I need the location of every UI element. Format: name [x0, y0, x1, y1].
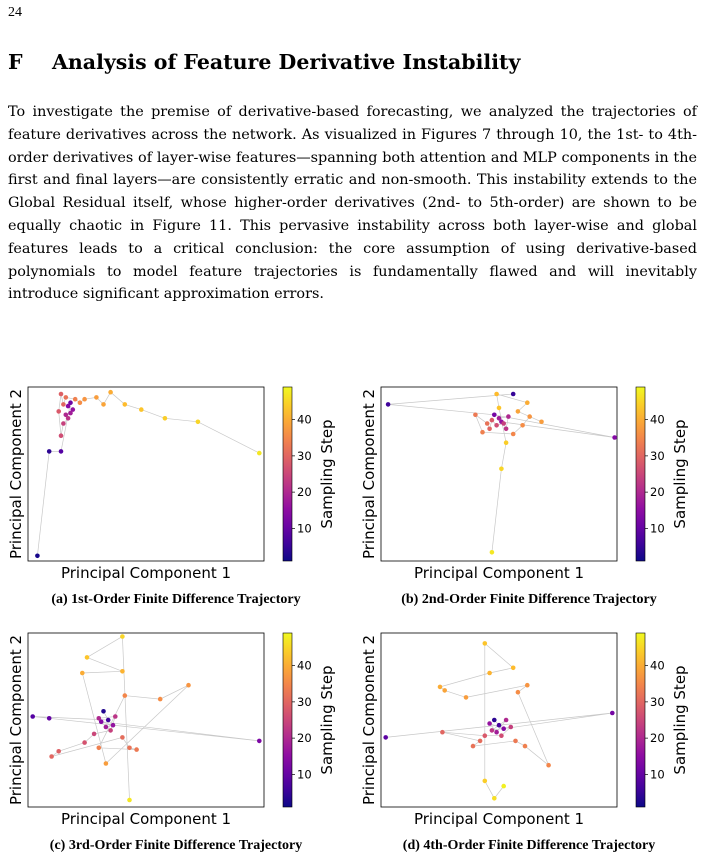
data-point [494, 423, 499, 428]
data-point [163, 416, 168, 421]
data-point [483, 779, 488, 784]
colorbar-tick-label: 40 [297, 412, 312, 427]
y-axis-label: Principal Component 2 [360, 634, 378, 806]
data-point [56, 749, 61, 754]
chart-4th-order [353, 626, 705, 826]
data-point [47, 449, 52, 454]
data-point [523, 744, 528, 749]
data-point [610, 711, 615, 716]
colorbar [283, 633, 292, 807]
x-axis-label: Principal Component 1 [60, 810, 232, 828]
section-letter: F [8, 50, 23, 74]
panel-a [0, 380, 352, 620]
data-point [59, 392, 64, 397]
data-point [497, 416, 502, 421]
data-point [506, 414, 511, 419]
data-point [504, 440, 509, 445]
data-point [485, 421, 490, 426]
section-title-text: Analysis of Feature Derivative Instability [52, 50, 521, 74]
x-axis-label: Principal Component 1 [413, 564, 585, 582]
data-point [516, 690, 521, 695]
data-point [511, 392, 516, 397]
data-point [66, 416, 71, 421]
chart-2nd-order [353, 380, 705, 580]
data-point [487, 671, 492, 676]
panel-c [0, 626, 352, 866]
data-point [123, 402, 128, 407]
data-point [490, 728, 495, 733]
panel-d [353, 626, 705, 866]
data-point [383, 735, 388, 740]
panel-b [353, 380, 705, 620]
data-point [94, 395, 99, 400]
data-point [487, 427, 492, 432]
data-point [539, 420, 544, 425]
y-axis-label: Principal Component 2 [7, 634, 25, 806]
colorbar [283, 387, 292, 561]
colorbar-tick-label: 30 [650, 448, 665, 463]
data-point [59, 449, 64, 454]
data-point [158, 697, 163, 702]
data-point [66, 404, 71, 409]
data-point [497, 723, 502, 728]
data-point [127, 746, 132, 751]
colorbar-tick-label: 20 [650, 731, 665, 746]
colorbar-label: Sampling Step [318, 665, 336, 775]
y-axis-label: Principal Component 2 [360, 388, 378, 560]
colorbar-tick-label: 40 [650, 412, 665, 427]
colorbar-tick-label: 20 [297, 485, 312, 500]
data-point [82, 740, 87, 745]
x-axis-label: Principal Component 1 [413, 810, 585, 828]
colorbar-tick-label: 20 [297, 731, 312, 746]
data-point [501, 784, 506, 789]
data-point [64, 395, 69, 400]
data-point [78, 400, 83, 405]
caption-b: (b) 2nd-Order Finite Difference Trajectory [401, 592, 657, 607]
chart-1st-order [0, 380, 352, 580]
colorbar [636, 387, 645, 561]
chart-3rd-order [0, 626, 352, 826]
data-point [464, 695, 469, 700]
data-point [509, 725, 514, 730]
colorbar-tick-label: 10 [297, 521, 312, 536]
data-point [97, 716, 102, 721]
data-point [525, 683, 530, 688]
data-point [480, 430, 485, 435]
data-point [101, 402, 106, 407]
colorbar-tick-label: 10 [650, 767, 665, 782]
data-point [386, 402, 391, 407]
plot-frame [381, 387, 617, 561]
data-point [49, 754, 54, 759]
data-point [501, 421, 506, 426]
data-point [108, 390, 113, 395]
data-point [501, 726, 506, 731]
data-point [97, 746, 102, 751]
figure-pca-trajectories [0, 380, 705, 862]
data-point [186, 683, 191, 688]
data-point [438, 685, 443, 690]
data-point [504, 718, 509, 723]
data-point [490, 418, 495, 423]
data-point [525, 400, 530, 405]
data-point [513, 739, 518, 744]
section-title [8, 50, 520, 74]
data-point [442, 688, 447, 693]
colorbar-tick-label: 40 [650, 658, 665, 673]
data-point [120, 735, 125, 740]
data-point [440, 730, 445, 735]
data-point [101, 709, 106, 714]
data-point [497, 406, 502, 411]
colorbar-tick-label: 30 [297, 448, 312, 463]
y-axis-label: Principal Component 2 [7, 388, 25, 560]
data-point [104, 725, 109, 730]
colorbar-label: Sampling Step [318, 419, 336, 529]
data-point [257, 739, 262, 744]
data-point [492, 796, 497, 801]
page-number: 24 [8, 5, 22, 20]
x-axis-label: Principal Component 1 [60, 564, 232, 582]
caption-c: (c) 3rd-Order Finite Difference Trajectory [49, 838, 303, 853]
colorbar-tick-label: 30 [297, 694, 312, 709]
data-point [61, 421, 66, 426]
data-point [490, 550, 495, 555]
caption-a: (a) 1st-Order Finite Difference Trajectory [51, 592, 301, 607]
body-paragraph: To investigate the premise of derivative-based forecasting, we analyzed the trajectories of feature derivatives across the network. As visualized in Figures 7 through 10, the 1st- to 4th-order derivatives of layer-wise features—spanning both attention and MLP components in the first and final layers—are consistently erratic and non-smooth. This instability extends to the Global Residual itself, whose higher-order derivatives (2nd- to 5th-order) are shown to be equally chaotic in Figure 11. This pervasive instability across both layer-wise and global features leads to a critical conclusion: the core assumption of using derivative-based polynomials to model feature trajectories is fundamentally flawed and will inevitably introduce significant approximation errors. [8, 104, 697, 303]
data-point [85, 655, 90, 660]
data-point [499, 467, 504, 472]
colorbar-tick-label: 20 [650, 485, 665, 500]
data-point [471, 744, 476, 749]
data-point [108, 728, 113, 733]
data-point [546, 763, 551, 768]
data-point [59, 433, 64, 438]
data-point [483, 641, 488, 646]
plot-frame [381, 633, 617, 807]
caption-d: (d) 4th-Order Finite Difference Trajectory [402, 838, 656, 853]
data-point [92, 732, 97, 737]
data-point [35, 554, 40, 559]
data-point [473, 413, 478, 418]
data-point [61, 402, 66, 407]
data-point [516, 409, 521, 414]
data-point [30, 714, 35, 719]
data-point [56, 409, 61, 414]
data-point [47, 716, 52, 721]
data-point [494, 730, 499, 735]
data-point [504, 427, 509, 432]
data-point [511, 666, 516, 671]
data-point [494, 392, 499, 397]
data-point [492, 718, 497, 723]
data-point [483, 733, 488, 738]
data-point [68, 411, 73, 416]
colorbar-label: Sampling Step [671, 665, 689, 775]
data-point [127, 798, 132, 803]
data-point [499, 733, 504, 738]
data-point [511, 432, 516, 437]
data-point [120, 669, 125, 674]
data-point [139, 407, 144, 412]
plot-frame [28, 387, 264, 561]
data-point [111, 723, 116, 728]
data-point [82, 397, 87, 402]
data-point [113, 714, 118, 719]
colorbar [636, 633, 645, 807]
data-point [527, 414, 532, 419]
data-point [80, 671, 85, 676]
data-point [106, 718, 111, 723]
data-point [123, 693, 128, 698]
colorbar-tick-label: 10 [297, 767, 312, 782]
colorbar-tick-label: 40 [297, 658, 312, 673]
data-point [104, 761, 109, 766]
data-point [487, 721, 492, 726]
data-point [520, 423, 525, 428]
data-point [257, 451, 262, 456]
colorbar-label: Sampling Step [671, 419, 689, 529]
data-point [478, 739, 483, 744]
data-point [73, 397, 78, 402]
data-point [196, 420, 201, 425]
data-point [612, 435, 617, 440]
data-point [492, 413, 497, 418]
data-point [120, 634, 125, 639]
colorbar-tick-label: 30 [650, 694, 665, 709]
data-point [134, 747, 139, 752]
colorbar-tick-label: 10 [650, 521, 665, 536]
